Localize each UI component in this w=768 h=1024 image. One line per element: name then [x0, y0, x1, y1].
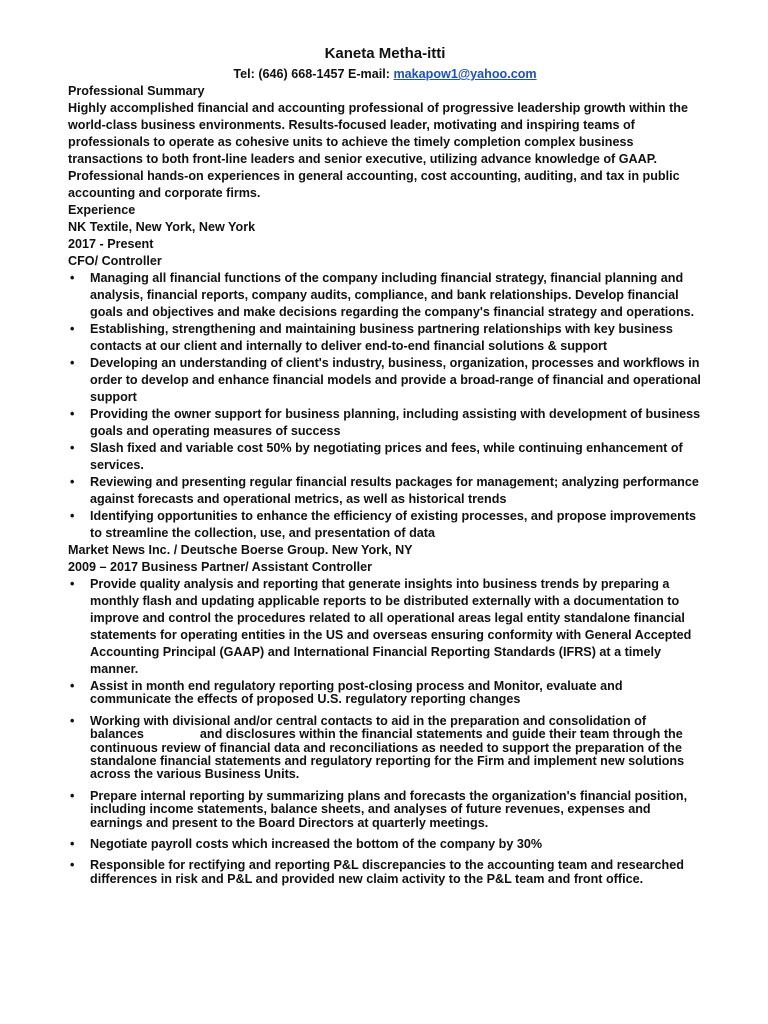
list-item: • Developing an understanding of client's industry, business, organization, processes and workflows in order to develop and enhance financial models and provide a broad-range of financial and operational support — [68, 355, 702, 406]
list-item: • Establishing, strengthening and maintaining business partnering relationships with key business contacts at our client and internally to deliver end-to-end financial solutions & support — [68, 321, 702, 355]
job-2-dates-title: 2009 – 2017 Business Partner/ Assistant Controller — [68, 560, 373, 574]
list-item: • Managing all financial functions of the company including financial strategy, financial planning and analysis, financial reports, company audits, compliance, and bank relationships. Develop financial goals and objectives and make decisions regarding the company's financial strategy and operations. — [68, 270, 702, 321]
job-2-bullets — [68, 576, 702, 678]
list-item: • Reviewing and presenting regular financial results packages for management; analyzing performance against forecasts and operational metrics, as well as historical trends — [68, 474, 702, 508]
list-item: • Assist in month end regulatory reporting post-closing process and Monitor, evaluate and communicate the effects of proposed U.S. regulatory reporting changes — [68, 680, 702, 707]
contact-phone: Tel: (646) 668-1457 E-mail: — [233, 67, 394, 81]
job-1-dates: 2017 - Present — [68, 237, 154, 251]
list-item: • Negotiate payroll costs which increased the bottom of the company by 30% — [68, 838, 702, 851]
experience-heading: Experience — [68, 203, 136, 217]
contact-line — [68, 66, 702, 83]
list-item: • Working with divisional and/or central contacts to aid in the preparation and consolidation of balances and disclosures within the financial statements and guide their team through the continuous review of financial data and reconciliations as needed to support the preparation of the standalone financial statements and regulatory reporting for the Firm and implement new solutions across the various Business Units. — [68, 715, 702, 782]
list-item: • Provide quality analysis and reporting that generate insights into business trends by preparing a monthly flash and updating applicable reports to be distributed externally with a documentation to improve and control the procedures related to all operational areas legal entity standalone financial statements for operating entities in the US and overseas ensuring conformity with General Accepted Accounting Principal (GAAP) and International Financial Reporting Standards (IFRS) at a timely manner. — [68, 576, 702, 678]
summary-heading: Professional Summary — [68, 84, 205, 98]
list-item: • Responsible for rectifying and reporting P&L discrepancies to the accounting team and researched differences in risk and P&L and provided new claim activity to the P&L team and front office. — [68, 859, 702, 886]
job-1-title: CFO/ Controller — [68, 254, 162, 268]
job-1-bullets — [68, 270, 702, 542]
candidate-name: Kaneta Metha-itti — [324, 45, 446, 62]
list-item: • Prepare internal reporting by summarizing plans and forecasts the organization's financial position, including income statements, balance sheets, and analyses of future revenues, expenses and earnings and present to the Board Directors at quarterly meetings. — [68, 790, 702, 830]
list-item: • Slash fixed and variable cost 50% by negotiating prices and fees, while continuing enhancement of services. — [68, 440, 702, 474]
list-item: • Identifying opportunities to enhance the efficiency of existing processes, and propose improvements to streamline the collection, use, and presentation of data — [68, 508, 702, 542]
list-item: • Providing the owner support for business planning, including assisting with development of business goals and operating measures of success — [68, 406, 702, 440]
summary-text: Highly accomplished financial and accounting professional of progressive leadership growth within the world-class business environments. Results-focused leader, motivating and inspiring teams of professionals to operate as cohesive units to achieve the timely completion complex business transactions to both front-line leaders and senior executive, utilizing advance knowledge of GAAP. Professional hands-on experiences in general accounting, cost accounting, auditing, and tax in public accounting and corporate firms. — [68, 101, 688, 200]
email-link[interactable]: makapow1@yahoo.com — [393, 67, 537, 81]
job-2-company: Market News Inc. / Deutsche Boerse Group. New York, NY — [68, 543, 413, 557]
job-2-bullets-tight — [68, 680, 702, 886]
job-1-company: NK Textile, New York, New York — [68, 220, 256, 234]
